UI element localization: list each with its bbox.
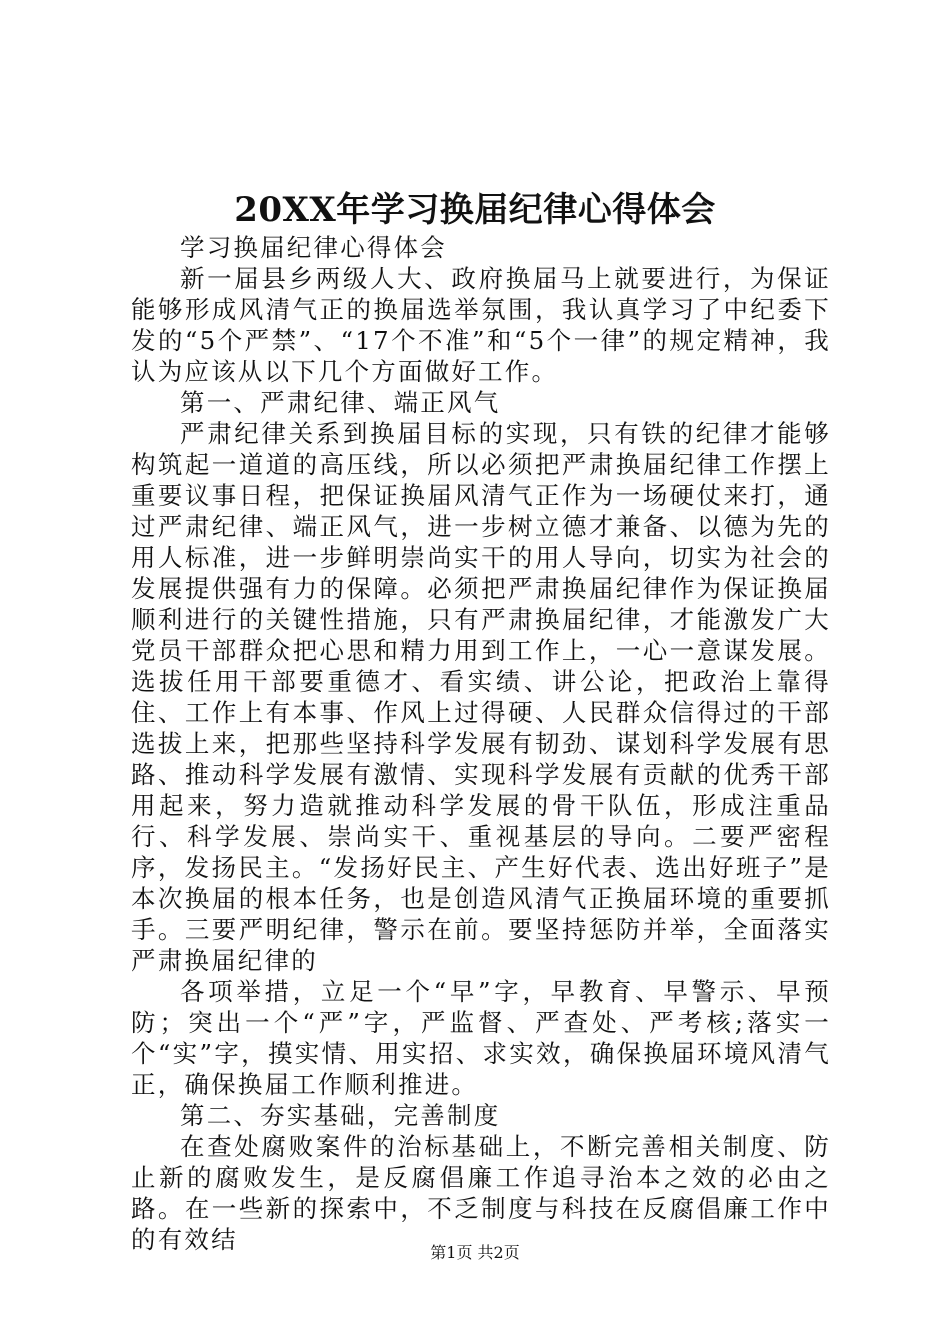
paragraph-subtitle: 学习换届纪律心得体会: [180, 233, 447, 262]
paragraph-section-1: 严肃纪律关系到换届目标的实现，只有铁的纪律才能够构筑起一道道的高压线，所以必须把严肃换届纪律工作摆上重要议事日程，把保证换届风清气正作为一场硬仗来打，通过严肃纪律、端正风气，进一步树立德才兼备、以德为先的用人标准，进一步鲜明崇尚实干的用人导向，切实为社会的发展提供强有力的保障。必须把严肃换届纪律作为保证换届顺利进行的关键性措施，只有严肃换届纪律，才能激发广大党员干部群众把心思和精力用到工作上，一心一意谋发展。选拔任用干部要重德才、看实绩、讲公论，把政治上靠得住、工作上有本事、作风上过得硬、人民群众信得过的干部选拔上来，把那些坚持科学发展有韧劲、谋划科学发展有思路、推动科学发展有激情、实现科学发展有贡献的优秀干部用起来，努力造就推动科学发展的骨干队伍，形成注重品行、科学发展、崇尚实干、重视基层的导向。二要严密程序，发扬民主。“发扬好民主、产生好代表、选出好班子”是本次换届的根本任务，也是创造风清气正换届环境的重要抓手。三要严明纪律，警示在前。要坚持惩防并举，全面落实严肃换届纪律的: [131, 419, 831, 975]
section-heading-2: 第二、夯实基础，完善制度: [180, 1101, 501, 1130]
document-body: [131, 232, 831, 1255]
document-title: 20XX年学习换届纪律心得体会: [234, 190, 716, 230]
section-heading-1: 第一、严肃纪律、端正风气: [180, 388, 501, 417]
paragraph-section-2: 在查处腐败案件的治标基础上，不断完善相关制度、防止新的腐败发生，是反腐倡廉工作追寻治本之效的必由之路。在一些新的探索中，不乏制度与科技在反腐倡廉工作中的有效结: [131, 1132, 831, 1254]
paragraph-intro: 新一届县乡两级人大、政府换届马上就要进行，为保证能够形成风清气正的换届选举氛围，我认真学习了中纪委下发的“5个严禁”、“17个不准”和“5个一律”的规定精神，我认为应该从以下几个方面做好工作。: [131, 264, 831, 386]
page-footer: 第1页 共2页: [430, 1243, 520, 1262]
paragraph-measures: 各项举措，立足一个“早”字，早教育、早警示、早预防；突出一个“严”字，严监督、严查处、严考核;落实一个“实”字，摸实情、用实招、求实效，确保换届环境风清气正，确保换届工作顺利推进。: [131, 977, 831, 1099]
